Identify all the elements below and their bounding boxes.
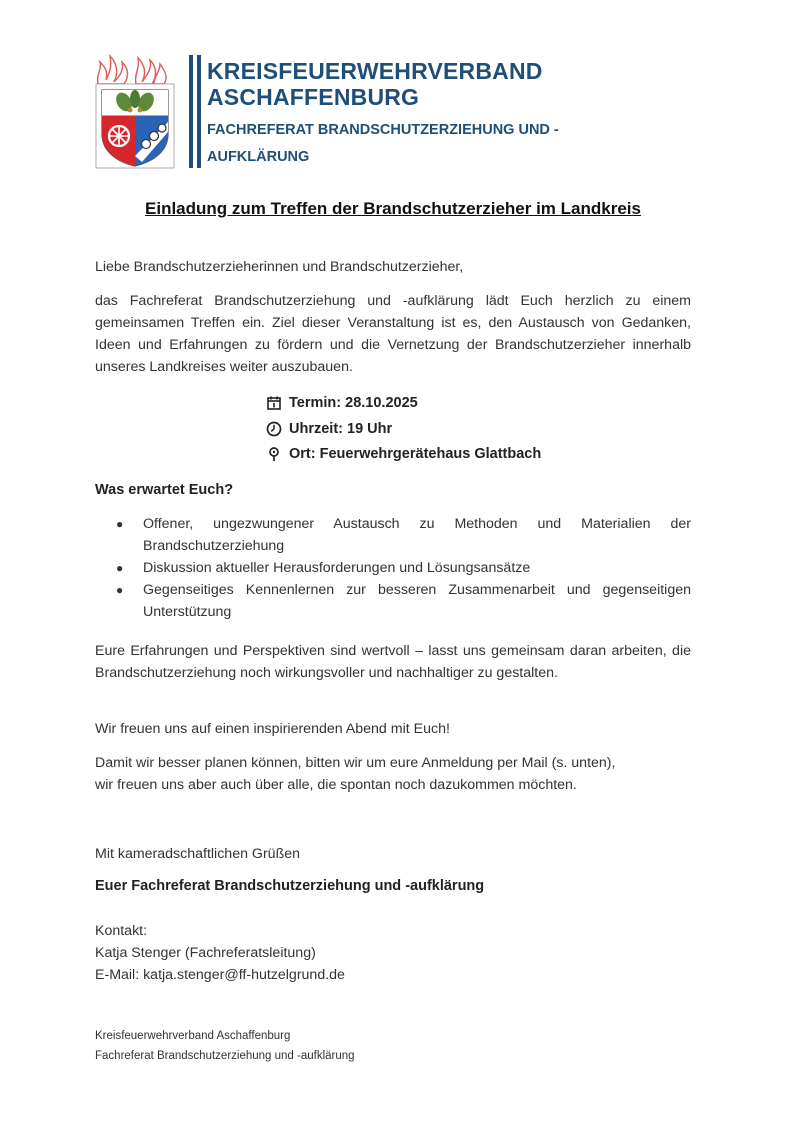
footer-line: Fachreferat Brandschutzerziehung und -aufklärung: [95, 1050, 355, 1062]
signature: Euer Fachreferat Brandschutzerziehung und -aufklärung: [95, 878, 485, 894]
organization-name: [207, 58, 727, 110]
department-name-line: FACHREFERAT BRANDSCHUTZERZIEHUNG UND -: [207, 122, 559, 138]
closing-greeting: Mit kameradschaftlichen Grüßen: [95, 846, 301, 862]
list-item: ● Gegenseitiges Kennenlernen zur besseren Zusammenarbeit und gegenseitigen Unterstützung: [116, 582, 691, 620]
contact-label: Kontakt:: [95, 923, 148, 939]
department-name: [207, 117, 727, 171]
event-place-text: Ort: Feuerwehrgerätehaus Glattbach: [289, 446, 542, 462]
coat-of-arms-logo: [94, 52, 176, 170]
registration-line: wir freuen uns aber auch über alle, die spontan noch dazukommen möchten.: [95, 777, 577, 793]
registration-paragraph: [95, 752, 691, 796]
organization-name-line: ASCHAFFENBURG: [207, 84, 420, 110]
list-item-text: Gegenseitiges Kennenlernen zur besseren Zusammenarbeit und gegenseitigen Unterstützung: [143, 582, 691, 620]
department-name-line: AUFKLÄRUNG: [207, 149, 310, 165]
intro-paragraph: das Fachreferat Brandschutzerziehung und -aufklärung lädt Euch herzlich zu einem gemeinsamen Treffen ein. Ziel dieser Veranstaltung ist es, den Austausch von Gedanken, Ideen und Erfahrungen zu fördern und die Vernetzung der Brandschutzerzieher innerhalb unseres Landkreises weiter auszubauen.: [95, 293, 691, 375]
document-title: Einladung zum Treffen der Brandschutzerzieher im Landkreis: [145, 199, 641, 218]
event-place: [265, 445, 541, 463]
expectation-list: [95, 513, 691, 623]
location-pin-icon: [265, 445, 283, 463]
calendar-icon: [265, 394, 283, 412]
event-time: [265, 420, 392, 438]
clock-icon: [265, 420, 283, 438]
list-item: ● Diskussion aktueller Herausforderungen und Lösungsansätze: [116, 560, 531, 576]
contact-block: [95, 920, 691, 986]
evening-paragraph: Wir freuen uns auf einen inspirierenden Abend mit Euch!: [95, 721, 450, 737]
contact-person: Katja Stenger (Fachreferatsleitung): [95, 945, 316, 961]
event-date-text: Termin: 28.10.2025: [289, 395, 418, 411]
list-item: ● Offener, ungezwungener Austausch zu Methoden und Materialien der Brandschutzerziehung: [116, 516, 691, 554]
contact-email: E-Mail: katja.stenger@ff-hutzelgrund.de: [95, 967, 345, 983]
list-item-text: Diskussion aktueller Herausforderungen und Lösungsansätze: [143, 560, 531, 576]
list-item-text: Offener, ungezwungener Austausch zu Methoden und Materialien der Brandschutzerziehung: [143, 516, 691, 554]
header-divider-bar: [197, 55, 201, 168]
footer-line: Kreisfeuerwehrverband Aschaffenburg: [95, 1030, 291, 1042]
section-heading: Was erwartet Euch?: [95, 482, 234, 498]
value-paragraph: Eure Erfahrungen und Perspektiven sind wertvoll – lasst uns gemeinsam daran arbeiten, die Brandschutzerziehung noch wirkungsvoller und nachhaltiger zu gestalten.: [95, 643, 691, 681]
header-divider-bar: [189, 55, 193, 168]
event-time-text: Uhrzeit: 19 Uhr: [289, 421, 393, 437]
registration-line: Damit wir besser planen können, bitten wir um eure Anmeldung per Mail (s. unten),: [95, 755, 616, 771]
organization-name-line: KREISFEUERWEHRVERBAND: [207, 58, 543, 84]
event-date: [265, 394, 418, 412]
greeting: Liebe Brandschutzerzieherinnen und Brandschutzerzieher,: [95, 259, 464, 275]
footer: [95, 1026, 355, 1066]
